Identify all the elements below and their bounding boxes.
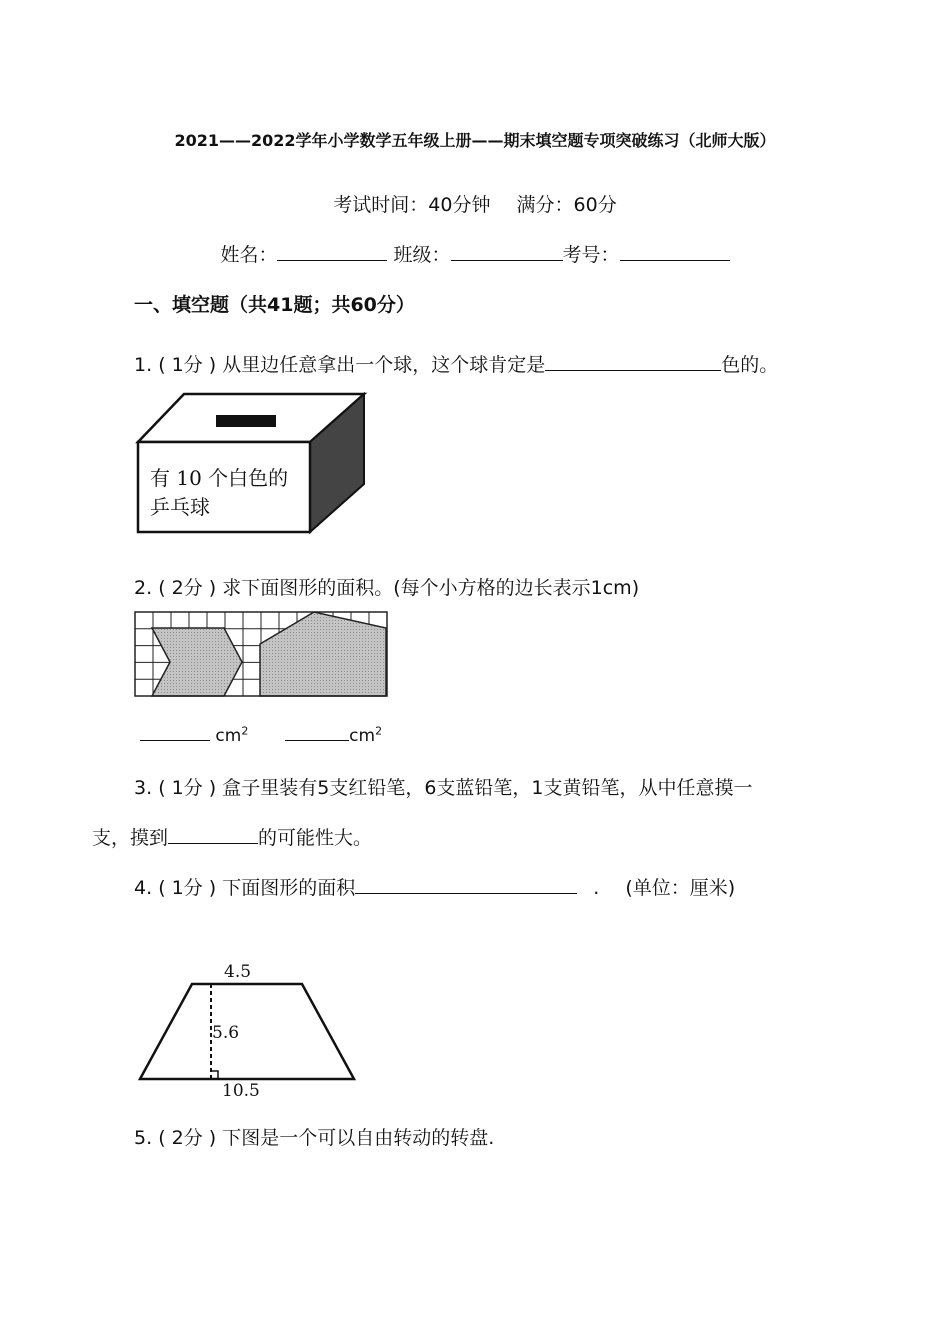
height-label: 5.6 — [212, 1023, 240, 1043]
q5-number: 5. — [134, 1127, 153, 1149]
page-title: 2021——2022学年小学数学五年级上册——期末填空题专项突破练习（北师大版） — [174, 131, 776, 150]
box-label-line2: 乒乓球 — [150, 495, 210, 519]
question-5 — [134, 1123, 494, 1150]
name-blank[interactable] — [277, 242, 387, 261]
name-label: 姓名： — [220, 244, 278, 266]
q2-exp-2: 2 — [375, 724, 383, 738]
trapezoid-shape — [140, 984, 354, 1079]
full-score: 满分：60分 — [516, 194, 617, 216]
box-slot — [216, 415, 276, 427]
question-3-line2 — [92, 823, 372, 850]
q4-number: 4. — [134, 877, 153, 899]
q1-text: 从里边任意拿出一个球，这个球肯定是 — [222, 354, 546, 376]
q3-answer-blank[interactable] — [168, 825, 258, 844]
student-info — [0, 240, 950, 267]
q4-unit-note: (单位：厘米) — [625, 877, 736, 899]
q2-unit-2: cm — [349, 726, 376, 746]
trapezoid-figure — [134, 956, 364, 1102]
q2-answers — [140, 722, 382, 746]
q3-text-line2-after: 的可能性大。 — [258, 827, 373, 849]
section-heading: 一、填空题（共41题；共60分） — [134, 294, 415, 316]
q5-text: 下图是一个可以自由转动的转盘. — [222, 1127, 495, 1149]
q3-text-line1: 盒子里装有5支红铅笔，6支蓝铅笔，1支黄铅笔，从中任意摸一 — [222, 777, 753, 799]
q4-score: ( 1分 ) — [158, 877, 217, 899]
q3-number: 3. — [134, 777, 153, 799]
top-base-label: 4.5 — [224, 962, 252, 982]
exam-no-label: 考号： — [562, 244, 620, 266]
q3-text-line2: 支，摸到 — [92, 827, 169, 849]
exam-info — [0, 190, 950, 217]
q5-score: ( 2分 ) — [158, 1127, 217, 1149]
exam-no-blank[interactable] — [620, 242, 730, 261]
q1-text-after: 色的。 — [721, 354, 779, 376]
question-1 — [134, 350, 778, 377]
q2-answer-blank-1[interactable] — [140, 722, 210, 741]
q2-unit-1: cm — [215, 726, 242, 746]
q3-score: ( 1分 ) — [158, 777, 217, 799]
q2-exp-1: 2 — [241, 724, 249, 738]
q2-number: 2. — [134, 577, 153, 599]
bottom-base-label: 10.5 — [222, 1081, 260, 1101]
grid-figure — [134, 608, 390, 706]
exam-time: 考试时间：40分钟 — [333, 194, 491, 216]
q1-answer-blank[interactable] — [545, 352, 721, 371]
class-blank[interactable] — [451, 242, 563, 261]
q1-number: 1. — [134, 354, 153, 376]
q4-answer-blank[interactable] — [355, 875, 577, 894]
q2-answer-blank-2[interactable] — [285, 722, 349, 741]
question-4 — [134, 873, 735, 900]
q2-text: 求下面图形的面积。(每个小方格的边长表示1cm) — [222, 577, 640, 599]
ball-box-figure — [134, 388, 374, 538]
q1-score: ( 1分 ) — [158, 354, 217, 376]
q2-score: ( 2分 ) — [158, 577, 217, 599]
q4-text: 下面图形的面积 — [222, 877, 356, 899]
q4-period: . — [593, 877, 600, 899]
class-label: 班级： — [393, 244, 451, 266]
question-3 — [134, 773, 753, 800]
box-label-line1: 有 10 个白色的 — [150, 466, 289, 490]
question-2 — [134, 573, 639, 600]
